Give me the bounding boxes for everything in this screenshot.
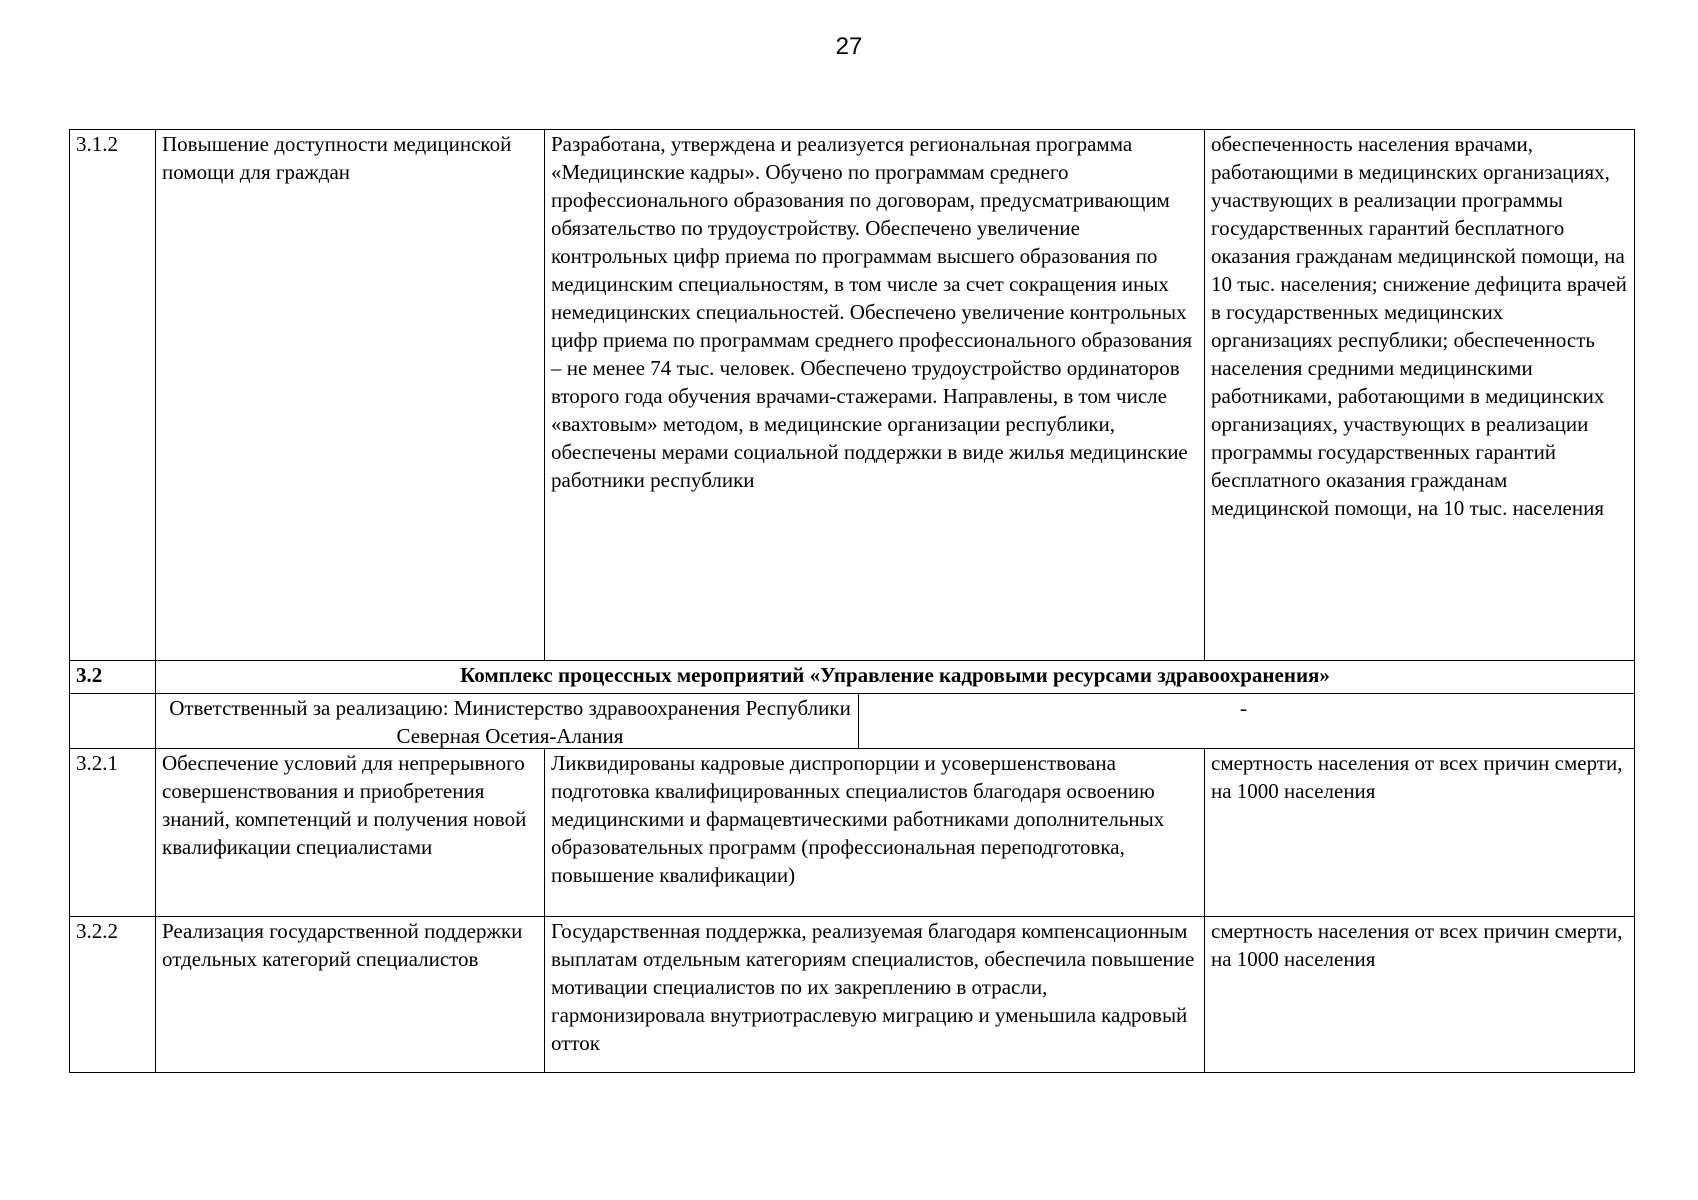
responsible-empty-cell (70, 694, 156, 749)
section-title: Комплекс процессных мероприятий «Управление кадровыми ресурсами здравоохранения» (156, 661, 1635, 694)
row-title: Обеспечение условий для непрерывного совершенствования и приобретения знаний, компетенций и получения новой квалификации специалистами (156, 749, 545, 917)
row-indicator: смертность населения от всех причин смерти, на 1000 населения (1205, 749, 1635, 917)
responsible-right-value: - (1240, 696, 1247, 720)
table-row (70, 749, 1635, 917)
responsible-row (70, 694, 1635, 749)
table-row (70, 917, 1635, 1073)
row-result: Разработана, утверждена и реализуется региональная программа «Медицинские кадры». Обучено по программам среднего профессионального образования по договорам, предусматривающим обязательство по трудоустройству. Обеспечено увеличение контрольных цифр приема по программам высшего образования по медицинским специальностям, в том числе за счет сокращения иных немедицинских специальностей. Обеспечено увеличение контрольных цифр приема по программам среднего профессионального образования – не менее 74 тыс. человек. Обеспечено трудоустройство ординаторов второго года обучения врачами-стажерами. Направлены, в том числе «вахтовым» методом, в медицинские организации республики, обеспечены мерами социальной поддержки в виде жилья медицинские работники республики (545, 130, 1205, 661)
responsible-cell (156, 694, 1635, 749)
row-id: 3.2.1 (70, 749, 156, 917)
section-id: 3.2 (70, 661, 156, 694)
row-title: Реализация государственной поддержки отдельных категорий специалистов (156, 917, 545, 1073)
row-title: Повышение доступности медицинской помощи для граждан (156, 130, 545, 661)
row-id: 3.1.2 (70, 130, 156, 661)
page-number: 27 (835, 33, 863, 60)
row-result: Ликвидированы кадровые диспропорции и усовершенствована подготовка квалифицированных специалистов благодаря освоению медицинскими и фармацевтическими работниками дополнительных образовательных программ (профессиональная переподготовка, повышение квалификации) (545, 749, 1205, 917)
row-indicator: обеспеченность населения врачами, работающими в медицинских организациях, участвующих в реализации программы государственных гарантий бесплатного оказания гражданам медицинской помощи, на 10 тыс. населения; снижение дефицита врачей в государственных медицинских организациях республики; обеспеченность населения средними медицинскими работниками, работающими в медицинских организациях, участвующих в реализации программы государственных гарантий бесплатного оказания гражданам медицинской помощи, на 10 тыс. населения (1205, 130, 1635, 661)
row-id: 3.2.2 (70, 917, 156, 1073)
row-indicator: смертность населения от всех причин смерти, на 1000 населения (1205, 917, 1635, 1073)
table-row (70, 130, 1635, 661)
measures-table (69, 129, 1635, 1073)
section-header-row (70, 661, 1635, 694)
responsible-text: Ответственный за реализацию: Министерство здравоохранения Республики Северная Осетия-Алания (162, 694, 859, 748)
row-result: Государственная поддержка, реализуемая благодаря компенсационным выплатам отдельным категориям специалистов, обеспечила повышение мотивации специалистов по их закреплению в отрасли, гармонизировала внутриотраслевую миграцию и уменьшила кадровый отток (545, 917, 1205, 1073)
